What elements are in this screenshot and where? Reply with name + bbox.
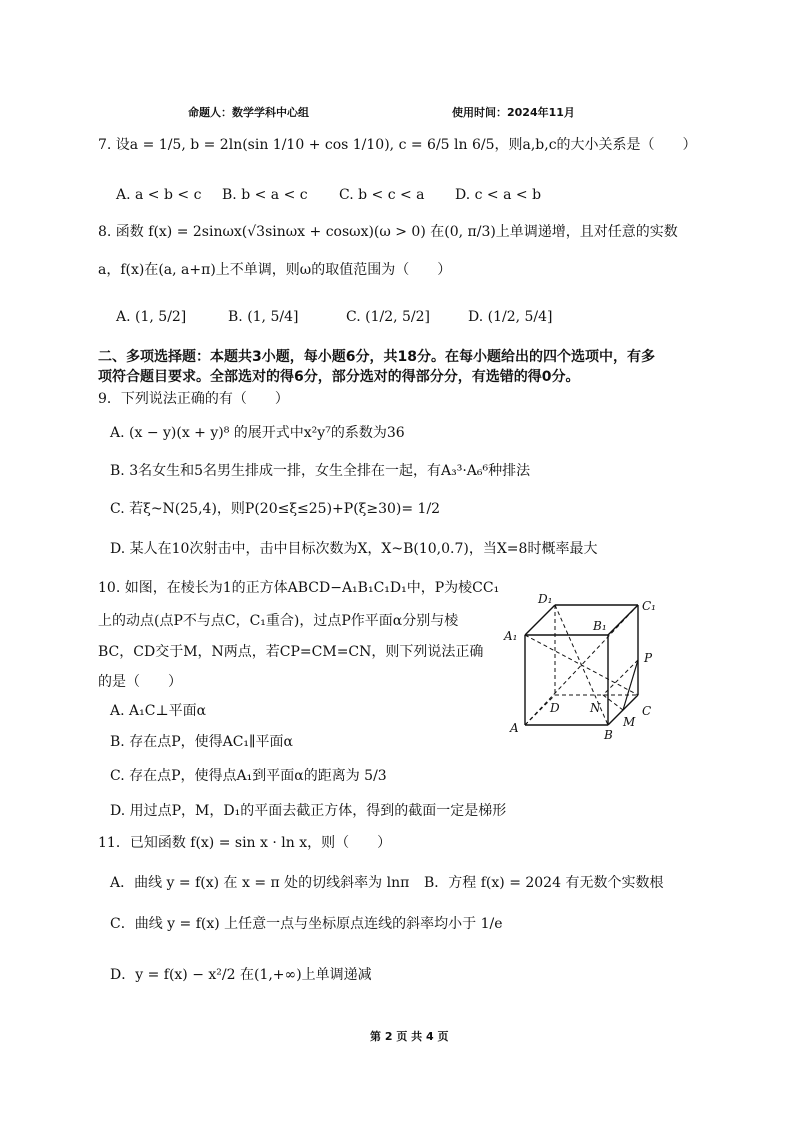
q7-option-c: C. b < c < a bbox=[339, 187, 425, 203]
header-author: 命题人：数学学科中心组 bbox=[188, 106, 309, 119]
section2-line1: 二、多项选择题：本题共3小题，每小题6分，共18分。在每小题给出的四个选项中，有多 bbox=[98, 349, 655, 365]
q10-line3: BC，CD交于M，N两点，若CP=CM=CN，则下列说法正确 bbox=[98, 644, 484, 660]
edge-a1d1 bbox=[525, 605, 555, 635]
q8-line2: a，f(x)在(a, a+π)上不单调，则ω的取值范围为（ ） bbox=[98, 262, 452, 278]
q9-option-d: D. 某人在10次射击中，击中目标次数为X，X~B(10,0.7)，当X=8时概率最大 bbox=[110, 541, 598, 557]
q7-option-a: A. a < b < c bbox=[116, 187, 202, 203]
q8-option-a: A. (1, 5/2] bbox=[116, 309, 187, 325]
q9-option-b: B. 3名女生和5名男生排成一排，女生全排在一起，有A₃³·A₆⁶种排法 bbox=[110, 463, 531, 479]
label-m: M bbox=[623, 715, 636, 729]
q10-line1: 10. 如图，在棱长为1的正方体ABCD−A₁B₁C₁D₁中，P为棱CC₁ bbox=[98, 580, 500, 596]
label-a1: A₁ bbox=[504, 629, 518, 643]
q11-option-d: D．y = f(x) − x²/2 在(1,+∞)上单调递减 bbox=[110, 967, 372, 983]
label-a: A bbox=[510, 721, 519, 735]
cube-figure bbox=[500, 590, 670, 740]
q10-line2: 上的动点(点P不与点C，C₁重合)，过点P作平面α分别与棱 bbox=[98, 613, 459, 629]
q11-stem: 11．已知函数 f(x) = sin x · ln x，则（ ） bbox=[98, 835, 392, 851]
label-c1: C₁ bbox=[642, 599, 656, 613]
label-n: N bbox=[590, 701, 601, 715]
q7-option-b: B. b < a < c bbox=[222, 187, 308, 203]
q11-option-c: C．曲线 y = f(x) 上任意一点与坐标原点连线的斜率均小于 1/e bbox=[110, 916, 503, 932]
label-b: B bbox=[604, 728, 613, 740]
q10-option-d: D. 用过点P，M，D₁的平面去截正方体，得到的截面一定是梯形 bbox=[110, 803, 507, 819]
q10-option-a: A. A₁C⊥平面α bbox=[110, 703, 207, 719]
q8-option-d: D. (1/2, 5/4] bbox=[468, 309, 553, 325]
q8-line1: 8. 函数 f(x) = 2sinωx(√3sinωx + cosωx)(ω > 0) 在(0, π/3)上单调递增，且对任意的实数 bbox=[98, 224, 678, 240]
q7-stem: 7. 设a = 1/5, b = 2ln(sin 1/10 + cos 1/10), c = 6/5 ln 6/5，则a,b,c的大小关系是（ ） bbox=[98, 137, 697, 153]
q10-line4: 的是（ ） bbox=[98, 674, 182, 690]
q9-stem: 9．下列说法正确的有（ ） bbox=[98, 391, 289, 407]
q9-option-a: A. (x − y)(x + y)⁸ 的展开式中x²y⁷的系数为36 bbox=[110, 425, 405, 441]
label-d1: D₁ bbox=[538, 592, 553, 606]
q11-option-b: B．方程 f(x) = 2024 有无数个实数根 bbox=[424, 875, 664, 891]
q8-option-c: C. (1/2, 5/2] bbox=[346, 309, 430, 325]
q11-option-a: A．曲线 y = f(x) 在 x = π 处的切线斜率为 lnπ bbox=[110, 875, 410, 891]
label-d: D bbox=[550, 701, 560, 715]
section2-line2: 项符合题目要求。全部选对的得6分，部分选对的得部分分，有选错的得0分。 bbox=[98, 369, 580, 385]
q9-option-c: C. 若ξ~N(25,4)，则P(20≤ξ≤25)+P(ξ≥30)= 1/2 bbox=[110, 501, 441, 517]
header-date: 使用时间：2024年11月 bbox=[452, 106, 575, 119]
q7-option-d: D. c < a < b bbox=[455, 187, 542, 203]
label-p: P bbox=[644, 651, 653, 665]
edge-b1c1 bbox=[608, 605, 638, 635]
q10-option-c: C. 存在点P，使得点A₁到平面α的距离为 5/3 bbox=[110, 768, 387, 784]
page-footer: 第 2 页 共 4 页 bbox=[370, 1030, 449, 1043]
label-b1: B₁ bbox=[593, 619, 607, 633]
q8-option-b: B. (1, 5/4] bbox=[228, 309, 299, 325]
label-c: C bbox=[642, 704, 652, 718]
q10-option-b: B. 存在点P，使得AC₁∥平面α bbox=[110, 734, 293, 750]
segment-nm bbox=[603, 695, 623, 710]
